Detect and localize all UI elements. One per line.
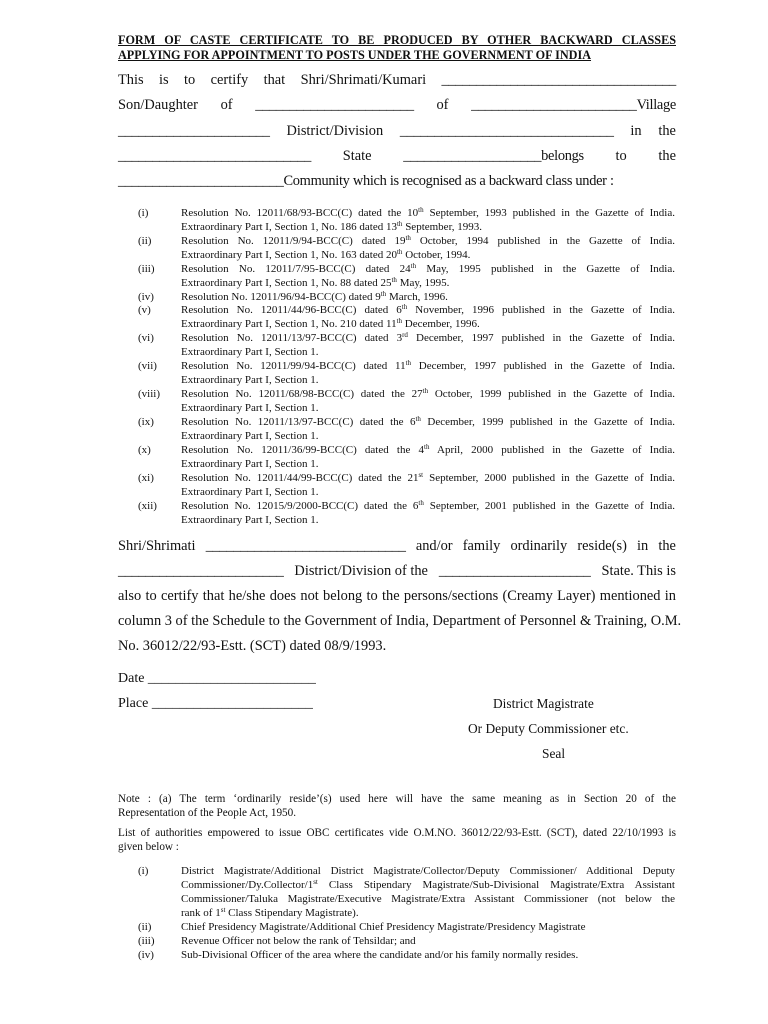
resolution-number: (ii) [138, 235, 152, 247]
resolution-text: Resolution No. 12011/68/93-BCC(C) dated the 10th September, 1993 published in the Gazette of India. [181, 206, 675, 219]
authority-text: District Magistrate/Additional District Magistrate/Collector/Deputy Commissioner/ Additional Deputy [181, 865, 675, 877]
note-line: Note : (a) The term ‘ordinarily reside’(s) used here will have the same meaning as in Section 20 of the [118, 793, 676, 805]
salutation-label: Shri/Shrimati [118, 538, 196, 554]
resolution-text: Extraordinary Part I, Section 1. [181, 430, 319, 442]
intro-word: to [615, 148, 627, 164]
intro-word: is [159, 72, 169, 88]
state-label: State [342, 148, 372, 164]
resolution-number: (xii) [138, 500, 157, 512]
intro-line-3 [118, 122, 676, 140]
reside-word: reside(s) [577, 538, 627, 554]
resolution-text: Resolution No. 12011/13/97-BCC(C) dated 3rd December, 1997 published in the Gazette of India. [181, 331, 675, 344]
intro-line-2 [118, 96, 676, 114]
date-field: Date ________________________ [118, 671, 316, 686]
state-name-blank: ____________________________ [118, 148, 312, 164]
resolution-text: Resolution No. 12011/36/99-BCC(C) dated the 4th April, 2000 published in the Gazette of India. [181, 443, 676, 456]
resolution-text: Resolution No. 12011/99/94-BCC(C) dated 11th December, 1997 published in the Gazette of India. [181, 359, 675, 372]
resolution-text: Extraordinary Part I, Section 1. [181, 374, 319, 386]
resolution-text: Extraordinary Part I, Section 1. [181, 346, 319, 358]
reside-line-2 [118, 562, 676, 580]
resolution-text: Extraordinary Part I, Section 1, No. 163 dated 20th October, 1994. [181, 248, 471, 261]
resolution-number: (vi) [138, 332, 154, 344]
state-label: State. This is [601, 563, 676, 579]
intro-word: This [118, 72, 144, 88]
district-magistrate-label: District Magistrate [493, 696, 594, 711]
form-title-line-1: FORM OF CASTE CERTIFICATE TO BE PRODUCED BY OTHER BACKWARD CLASSES [118, 33, 676, 47]
resolution-number: (x) [138, 444, 151, 456]
resolution-text: Resolution No. 12011/68/98-BCC(C) dated the 27th October, 1999 published in the Gazette of India. [181, 387, 676, 400]
authority-text: rank of 1st Class Stipendary Magistrate). [181, 906, 359, 919]
creamy-layer-line: also to certify that he/she does not belong to the persons/sections (Creamy Layer) mentioned in [118, 588, 676, 604]
reside-word: and/or [415, 538, 453, 554]
authority-number: (iii) [138, 935, 155, 947]
reside-word: in [637, 538, 649, 554]
resolution-number: (vii) [138, 360, 157, 372]
authority-text: Commissioner/Taluka Magistrate/Executive Magistrate/Extra Assistant Commissioner (not below the [181, 893, 675, 905]
district-blank: _______________________________ [399, 123, 614, 139]
resolution-text: Extraordinary Part I, Section 1, No. 210 dated 11th December, 1996. [181, 317, 480, 330]
intro-line-4 [118, 147, 676, 165]
authority-text: Sub-Divisional Officer of the area where the candidate and/or his family normally resides. [181, 949, 579, 961]
authority-list-intro: List of authorities empowered to issue OBC certificates vide O.M.NO. 36012/22/93-Estt. (SCT), dated 22/10/1993 is [118, 827, 676, 839]
intro-word: in [630, 123, 642, 139]
resolution-number: (iv) [138, 291, 154, 303]
authority-number: (i) [138, 865, 149, 877]
intro-word: that [263, 72, 286, 88]
intro-word: to [184, 72, 196, 88]
resolution-text: Resolution No. 12011/13/97-BCC(C) dated the 6th December, 1999 published in the Gazette of India. [181, 415, 676, 428]
authority-text: Revenue Officer not below the rank of Tehsildar; and [181, 935, 416, 947]
reside-line-1 [118, 537, 676, 555]
authority-text: Chief Presidency Magistrate/Additional Chief Presidency Magistrate/Presidency Magistrate [181, 921, 586, 933]
schedule-line: column 3 of the Schedule to the Government of India, Department of Personnel & Training, O.M. [118, 613, 682, 629]
note-line: Representation of the People Act, 1950. [118, 807, 297, 819]
resolution-text: Resolution No. 12011/7/95-BCC(C) dated 24th May, 1995 published in the Gazette of India. [181, 262, 675, 275]
resolution-text: Extraordinary Part I, Section 1, No. 88 dated 25th May, 1995. [181, 276, 450, 289]
reside-word: ordinarily [510, 538, 568, 554]
resolution-text: Resolution No. 12015/9/2000-BCC(C) dated the 6th September, 2001 published in the Gazette of India. [181, 499, 675, 512]
resolution-number: (xi) [138, 472, 154, 484]
community-statement: ________________________Community which is recognised as a backward class under : [118, 173, 614, 189]
seal-label: Seal [542, 746, 566, 761]
intro-line-1 [118, 71, 676, 89]
village-name-blank: ______________________ [118, 123, 270, 139]
intro-word: of [436, 97, 449, 113]
resolution-text: Resolution No. 12011/44/99-BCC(C) dated the 21st September, 2000 published in the Gazette of India. [181, 471, 675, 484]
resolution-text: Resolution No. 12011/44/96-BCC(C) dated 6th November, 1996 published in the Gazette of India. [181, 303, 675, 316]
resolution-number: (v) [138, 304, 151, 316]
reside-word: family [462, 538, 501, 554]
district-label: District/Division [286, 123, 384, 139]
relation-label: Son/Daughter [118, 97, 198, 113]
intro-word: certify [210, 72, 249, 88]
resolution-text: Extraordinary Part I, Section 1, No. 186 dated 13th September, 1993. [181, 220, 483, 233]
district-blank: ________________________ [118, 563, 284, 579]
state-blank: ______________________ [438, 563, 591, 579]
district-label: District/Division of the [294, 563, 428, 579]
authority-number: (ii) [138, 921, 152, 933]
intro-line-5 [118, 172, 676, 190]
name-blank: __________________________________ [441, 72, 676, 88]
resolution-text: Resolution No. 12011/96/94-BCC(C) dated 9th March, 1996. [181, 290, 448, 303]
resolution-number: (i) [138, 207, 149, 219]
form-title-line-2: APPLYING FOR APPOINTMENT TO POSTS UNDER THE GOVERNMENT OF INDIA [118, 48, 592, 62]
resolution-text: Extraordinary Part I, Section 1. [181, 458, 319, 470]
om-reference-line: No. 36012/22/93-Estt. (SCT) dated 08/9/1993. [118, 638, 387, 654]
resolution-text: Extraordinary Part I, Section 1. [181, 402, 319, 414]
resolution-number: (ix) [138, 416, 154, 428]
authority-list-intro: given below : [118, 841, 179, 853]
resolution-number: (viii) [138, 388, 160, 400]
salutation-label: Shri/Shrimati/Kumari [300, 72, 427, 88]
resolution-text: Extraordinary Part I, Section 1. [181, 486, 319, 498]
resolution-text: Extraordinary Part I, Section 1. [181, 514, 319, 526]
place-field: Place _______________________ [118, 696, 313, 711]
parent-name-blank: _______________________ [255, 97, 414, 113]
name-blank: _____________________________ [205, 538, 406, 554]
authority-number: (iv) [138, 949, 154, 961]
intro-word: the [658, 123, 676, 139]
intro-word: of [220, 97, 233, 113]
reside-word: the [658, 538, 676, 554]
deputy-commissioner-label: Or Deputy Commissioner etc. [468, 721, 629, 736]
resolution-number: (iii) [138, 263, 155, 275]
community-blank: ____________________belongs [403, 148, 584, 164]
village-blank: ________________________Village [471, 97, 676, 113]
resolution-text: Resolution No. 12011/9/94-BCC(C) dated 19th October, 1994 published in the Gazette of India. [181, 234, 675, 247]
authority-text: Commissioner/Dy.Collector/1st Class Stipendary Magistrate/Sub-Divisional Magistrate/Extra Assistant [181, 878, 675, 891]
intro-word: the [658, 148, 676, 164]
